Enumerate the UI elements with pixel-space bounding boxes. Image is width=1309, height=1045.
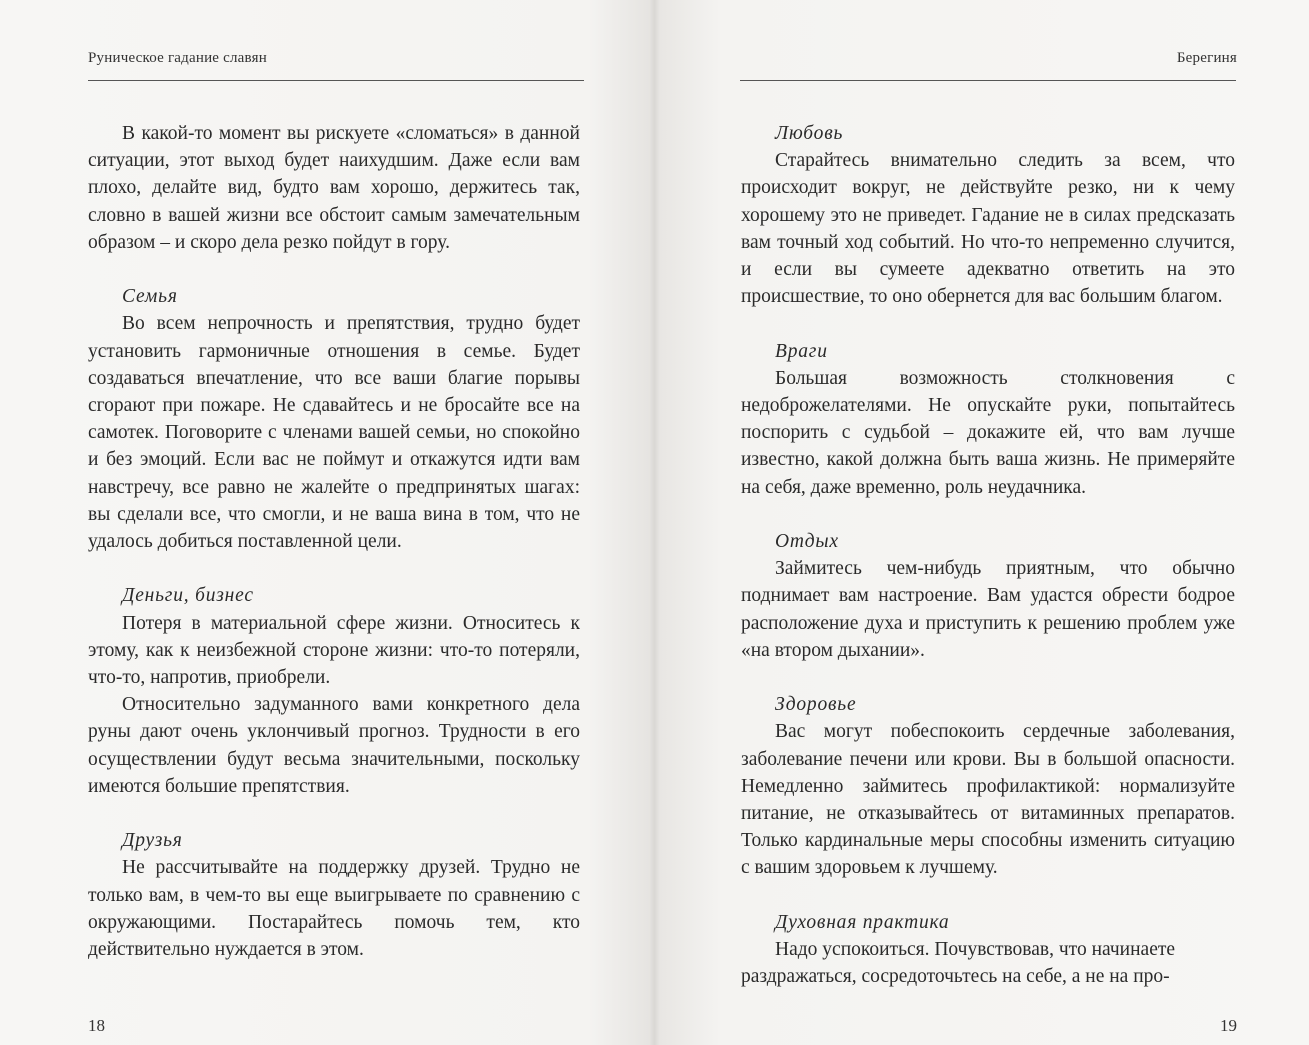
paragraph: Большая возможность столкновения с недоброжелателями. Не опускайте руки, попытайтесь поспорить с судьбой – докажите ей, что вам лучше известно, какой должна быть ваша жизнь. Не примеряйте на себя, даже временно, роль неудачника. — [741, 367, 1235, 498]
family-section — [88, 283, 580, 555]
enemies-section — [741, 338, 1235, 501]
friends-section — [88, 827, 580, 963]
love-section — [741, 120, 1235, 310]
paragraph: Надо успокоиться. Почувствовав, что начинаете раздражаться, сосредоточьтесь на себе, а не на про- — [741, 939, 1176, 988]
header-rule-right — [740, 80, 1236, 81]
paragraph: Относительно задуманного вами конкретного дела руны дают очень уклончивый прогноз. Трудности в его осуществлении будут весьма значительными, поскольку имеются большие препятствия. — [88, 694, 580, 797]
paragraph: Старайтесь внимательно следить за всем, что происходит вокруг, не действуйте резко, ни к чему хорошему это не приведет. Гадание не в силах предсказать вам точный ход событий. Но что-то непременно случится, и если вы сумеете адекватно ответить на это происшествие, то оно обернется для вас большим благом. — [741, 150, 1235, 308]
right-page — [654, 0, 1309, 1045]
spiritual-practice-section — [741, 909, 1235, 991]
right-page-text — [741, 120, 1235, 990]
money-business-section — [88, 582, 580, 800]
paragraph: В какой-то момент вы рискуете «сломаться» в данной ситуации, этот выход будет наихудшим. Даже если вам плохо, делайте вид, будто вам хорошо, держитесь так, словно в вашей жизни все обстоит самым замечательным образом – и скоро дела резко пойдут в гору. — [88, 123, 580, 253]
paragraph: Во всем непрочность и препятствия, трудно будет установить гармоничные отношения в семье. Будет создаваться впечатление, что все ваши благие порывы сгорают при пожаре. Не сдавайтесь и не бросайте все на самотек. Поговорите с членами вашей семьи, но спокойно и без эмоций. Если вас не поймут и откажутся идти вам навстречу, все равно не жалейте о предпринятых шагах: вы сделали все, что смогли, и не ваша вина в том, что не удалось добиться поставленной цели. — [88, 313, 580, 553]
paragraph: Вас могут побеспокоить сердечные заболевания, заболевание печени или крови. Вы в большой опасности. Немедленно займитесь профилактикой: нормализуйте питание, не отказывайтесь от витаминных препаратов. Только кардинальные меры способны изменить ситуацию с вашим здоровьем к лучшему. — [741, 721, 1235, 879]
running-head-right: Берегиня — [1176, 50, 1237, 66]
rest-section — [741, 528, 1235, 664]
left-page-text — [88, 120, 580, 963]
section-heading-money-business: Деньги, бизнес — [122, 585, 254, 607]
page-number-right: 19 — [1220, 1016, 1237, 1035]
intro-section — [88, 120, 580, 256]
section-heading-love: Любовь — [775, 123, 844, 144]
section-heading-rest: Отдых — [775, 531, 839, 553]
section-heading-enemies: Враги — [775, 340, 828, 362]
section-heading-family: Семья — [122, 286, 178, 308]
running-head-left: Руническое гадание славян — [88, 50, 267, 66]
left-page — [0, 0, 654, 1045]
section-heading-health: Здоровье — [775, 694, 857, 716]
health-section — [741, 691, 1235, 881]
section-heading-friends: Друзья — [122, 830, 183, 852]
page-number-left: 18 — [88, 1016, 105, 1035]
paragraph: Потеря в материальной сфере жизни. Относитесь к этому, как к неизбежной стороне жизни: что-то потеряли, что-то, напротив, приобрели. — [88, 612, 580, 689]
section-heading-spiritual-practice: Духовная практика — [775, 911, 950, 933]
paragraph: Не рассчитывайте на поддержку друзей. Трудно не только вам, в чем-то вы еще выигрываете по сравнению с окружающими. Постарайтесь помочь тем, кто действительно нуждается в этом. — [88, 857, 580, 961]
paragraph: Займитесь чем-нибудь приятным, что обычно поднимает вам настроение. Вам удастся обрести бодрое расположение духа и приступить к решению проблем уже «на втором дыхании». — [741, 558, 1235, 661]
header-rule-left — [88, 80, 584, 81]
